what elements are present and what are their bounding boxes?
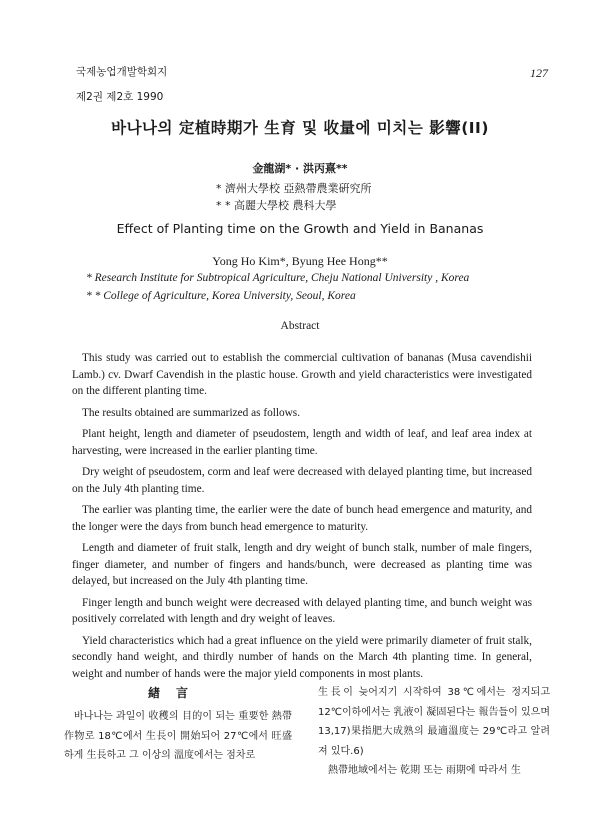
affiliation-korean-1: * 濟州大學校 亞熱帶農業硏究所 [216,182,372,195]
intro-paragraph: 熱帶地域에서는 乾期 또는 雨期에 따라서 生 [328,765,521,776]
journal-name: 국제농업개발학회지 [76,66,168,78]
intro-paragraph: 바나나는 과일이 收穫의 目的이 되는 重要한 熱帶作物로 18℃에서 生長이 開始되어 27℃에서 旺盛하게 生長하고 그 이상의 溫度에서는 점차로 [64,711,292,761]
authors-english: Yong Ho Kim*, Byung Hee Hong** [212,254,388,268]
abstract-paragraph: The results obtained are summarized as follows. [82,406,301,419]
affiliation-korean-2: * * 高麗大學校 農科大學 [216,199,337,212]
authors-korean: 金龍湖* · 洪丙熹** [252,162,348,175]
introduction-left-column [64,707,292,766]
abstract-paragraph: This study was carried out to establish the commercial cultivation of bananas (Musa cavendishii Lamb.) cv. Dwarf Cavendish in the plastic house. Growth and yield characteristics were investigated on the different planting time. [72,352,532,397]
abstract-paragraph: Length and diameter of fruit stalk, length and dry weight of bunch stalk, number of male fingers, finger diameter, and number of fingers and hands/bunch, were decreased as planting time was delayed, but increased on the July 4th planting time. [72,542,532,587]
abstract-paragraph: Finger length and bunch weight were decreased with delayed planting time, and bunch weight was positively correlated with length and dry weight of leaves. [72,596,532,625]
abstract-paragraph: Yield characteristics which had a great influence on the yield were primarily diameter of fruit stalk, secondly hand weight, and thirdly number of hands on the March 4th planting time. In general, weight and number of hands were the major yield components in most plants. [72,634,532,680]
abstract-paragraph: Plant height, length and diameter of pseudostem, length and width of leaf, and leaf area index at harvesting, were increased in the earlier planting time. [72,428,532,457]
abstract-paragraph: Dry weight of pseudostem, corm and leaf were decreased with delayed planting time, but increased on the July 4th planting time. [72,466,532,495]
abstract-heading: Abstract [280,320,320,332]
introduction-heading: 緖言 [148,686,205,700]
abstract-body [72,350,532,687]
title-english: Effect of Planting time on the Growth and Yield in Bananas [116,221,484,236]
abstract-paragraph: The earlier was planting time, the earlier were the date of bunch head emergence and maturity, and the longer were the days from bunch head emergence to maturity. [72,504,532,533]
page-number: 127 [530,66,548,80]
title-korean: 바나나의 定植時期가 生育 및 收量에 미치는 影響(II) [111,119,489,137]
journal-issue: 제2권 제2호 1990 [76,91,164,103]
affiliation-english-1: * Research Institute for Subtropical Agriculture, Cheju National University , Korea [86,272,470,284]
intro-paragraph: 生長이 늦어지기 시작하여 38℃에서는 정지되고 12℃이하에서는 乳液이 凝固된다는 報告들이 있으며13,17)果指肥大成熟의 最適溫度는 29℃라고 알려져 있다.6) [318,687,550,757]
introduction-right-column [318,683,550,781]
affiliation-english-2: * * College of Agriculture, Korea University, Seoul, Korea [86,290,356,302]
